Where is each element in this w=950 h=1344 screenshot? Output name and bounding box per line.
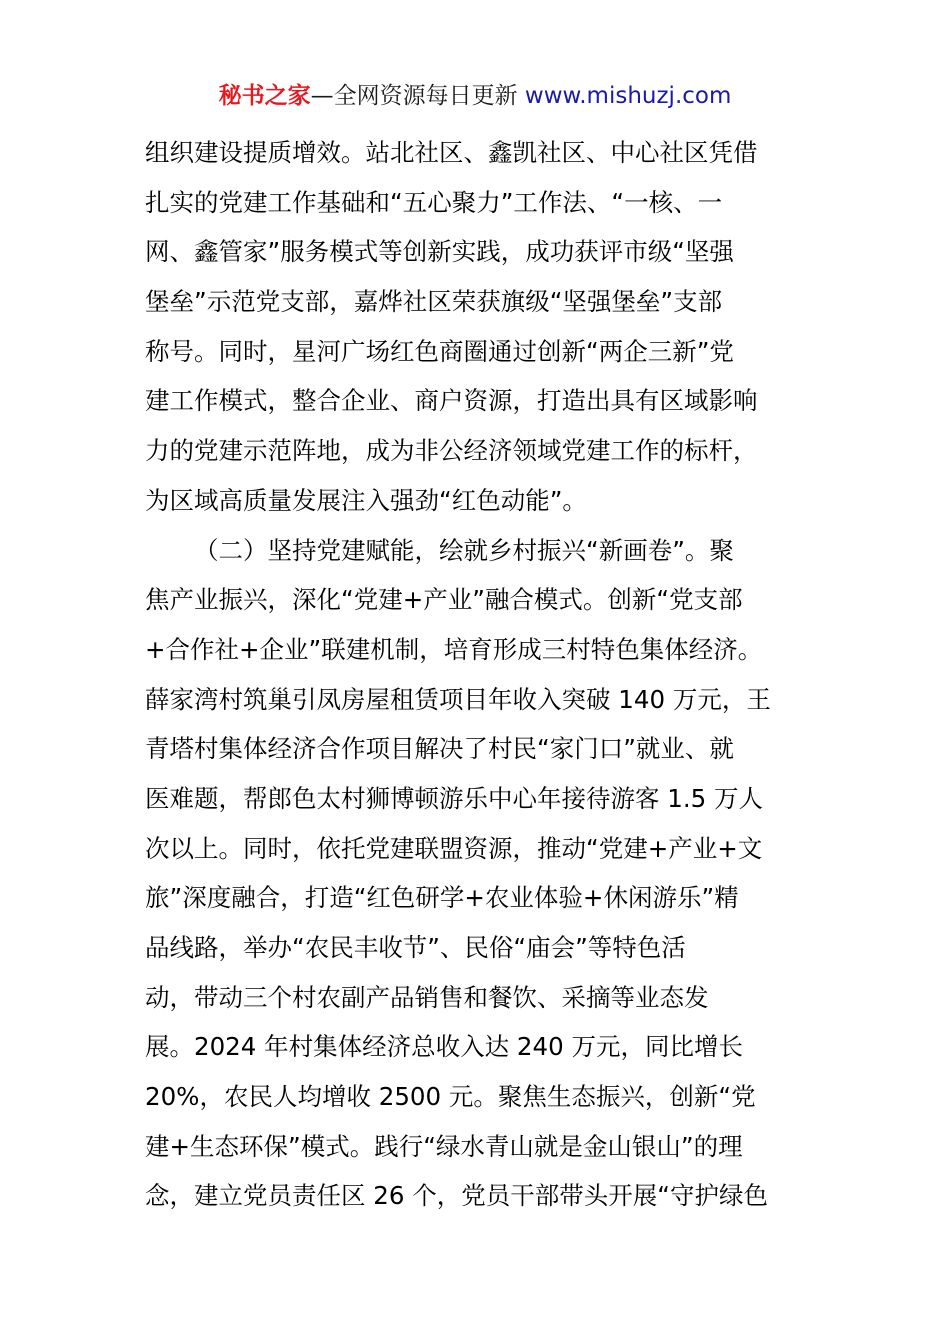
text-line: 为区域高质量发展注入强劲“红色动能”。 [145, 485, 587, 515]
text-line: 组织建设提质增效。站北社区、鑫凯社区、中心社区凭借 [145, 138, 758, 167]
text-line: 建工作模式，整合企业、商户资源，打造出具有区域影响 [145, 386, 758, 416]
text-line: 医难题，帮郎色太村狮博顿游乐中心年接待游客 1.5 万人 [145, 783, 764, 813]
text-line: 念，建立党员责任区 26 个，党员干部带头开展“守护绿色 [145, 1181, 768, 1211]
page-header [0, 78, 950, 114]
text-line: 薛家湾村筑巢引凤房屋租赁项目年收入突破 140 万元，王 [145, 684, 771, 714]
site-url-link[interactable]: www.mishuzj.com [524, 83, 732, 109]
text-line: 展。2024 年村集体经济总收入达 240 万元，同比增长 [145, 1032, 743, 1062]
header-tagline: —全网资源每日更新 [310, 83, 525, 109]
text-line: 动，带动三个村农副产品销售和餐饮、采摘等业态发 [145, 982, 709, 1012]
text-line: 扎实的党建工作基础和“五心聚力”工作法、“一核、一 [145, 187, 723, 217]
text-line: 网、鑫管家”服务模式等创新实践，成功获评市级“坚强 [145, 237, 734, 267]
text-line: 力的党建示范阵地，成为非公经济领域党建工作的标杆， [145, 436, 758, 466]
text-line: 堡垒”示范党支部，嘉烨社区荣获旗级“坚强堡垒”支部 [145, 287, 723, 317]
text-line: 称号。同时，星河广场红色商圈通过创新“两企三新”党 [145, 336, 734, 366]
text-line: 20%，农民人均增收 2500 元。聚焦生态振兴，创新“党 [145, 1082, 756, 1112]
document-body [145, 128, 805, 1221]
text-line: 次以上。同时，依托党建联盟资源，推动“党建+产业+文 [145, 833, 763, 863]
text-line: 焦产业振兴，深化“党建+产业”融合模式。创新“党支部 [145, 585, 743, 615]
text-line: 建+生态环保”模式。践行“绿水青山就是金山银山”的理 [145, 1131, 743, 1161]
text-line: 品线路，举办“农民丰收节”、民俗“庙会”等特色活 [145, 933, 686, 962]
section-heading-line: （二）坚持党建赋能，绘就乡村振兴“新画卷”。聚 [194, 535, 734, 565]
text-line: 青塔村集体经济合作项目解决了村民“家门口”就业、就 [145, 734, 734, 764]
text-line: +合作社+企业”联建机制，培育形成三村特色集体经济。 [145, 634, 763, 664]
brand-name: 秘书之家 [218, 83, 311, 109]
text-line: 旅”深度融合，打造“红色研学+农业体验+休闲游乐”精 [145, 883, 739, 913]
